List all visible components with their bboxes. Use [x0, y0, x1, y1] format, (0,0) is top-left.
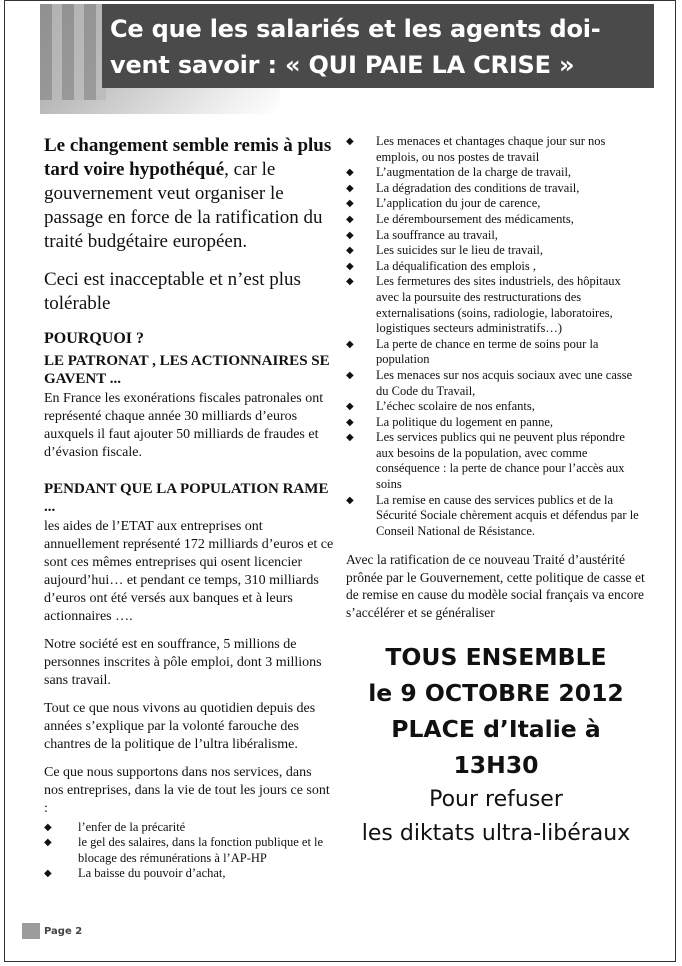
bullet-icon: ◆ [346, 369, 354, 381]
list-item: ◆ L’application du jour de carence, [346, 196, 541, 211]
list-item: ◆ La politique du logement en panne, [346, 414, 554, 429]
bullet-icon: ◆ [346, 213, 354, 225]
bullet-icon: ◆ [346, 229, 354, 241]
rally-line-3: PLACE d’Italie à [391, 715, 601, 744]
list-item: ◆ Les fermetures des sites industriels, des hôpitaux avec la poursuite des restructurations des externalisations (soins, radiologie, laboratoires, logistiques secteurs administratifs…) [346, 274, 621, 336]
list-item: ◆ La remise en cause des services publics et de la Sécurité Sociale chèrement acquis et défendus par le Conseil National de Résistance. [346, 492, 639, 538]
page-number: Page 2 [44, 925, 83, 937]
text-ratification: Avec la ratification de ce nouveau Traité d’austérité prônée par le Gouvernement, cette politique de casse et de remise en cause du modèle social français va encore s’accélérer et se généraliser [346, 552, 645, 620]
right-column [346, 134, 646, 851]
list-item: ◆ La souffrance au travail, [346, 227, 498, 242]
rally-line-6: les diktats ultra-libéraux [361, 821, 631, 847]
text-supportons: Ce que nous supportons dans nos services, dans nos entreprises, dans la vie de tout les jours ce sont : [44, 765, 330, 816]
list-item: ◆ La perte de chance en terme de soins pour la population [346, 336, 599, 367]
list-item: ◆ Les services publics qui ne peuvent plus répondre aux besoins de la population, avec comme conséquence : la perte de chance pour l’accès aux soins [346, 430, 625, 492]
bullet-icon: ◆ [346, 182, 354, 194]
list-item: ◆ Les suicides sur le lieu de travail, [346, 243, 543, 258]
list-item: ◆ La déqualification des emplois , [346, 258, 537, 273]
list-item: ◆ La baisse du pouvoir d’achat, [44, 866, 226, 881]
bullet-icon: ◆ [44, 837, 52, 849]
text-patronat: En France les exonérations fiscales patronales ont représenté chaque année 30 milliards d’euros auxquels il faut ajouter 50 milliards de fraudes et d’évasion fiscale. [44, 391, 324, 460]
lead-paragraph [44, 134, 334, 254]
bullet-icon: ◆ [346, 338, 354, 350]
bullet-icon: ◆ [346, 401, 354, 413]
left-column [44, 134, 334, 882]
bullet-icon: ◆ [44, 868, 52, 880]
title-banner [102, 4, 654, 88]
rally-line-2: le 9 OCTOBRE 2012 [368, 679, 624, 708]
decorative-stripes [40, 4, 106, 100]
page-title: Ce que les salariés et les agents doi-vent savoir : « QUI PAIE LA CRISE » [110, 15, 601, 79]
heading-pourquoi: POURQUOI ? [44, 330, 144, 347]
heading-population: PENDANT QUE LA POPULATION RAME ... [44, 481, 329, 515]
left-bullet-list [44, 820, 334, 882]
rally-line-4: 13H30 [453, 751, 539, 780]
text-population: les aides de l’ETAT aux entreprises ont annuellement représenté 172 milliards d’euros et ce sont ces mêmes entreprises qui osent licencier aujourd’hui… et pendant ce temps, 310 milliards d’euros ont été versés aux banques et à leurs actionnaires …. [44, 519, 334, 624]
lead-rest: , car le gouvernement veut organiser le passage en force de la ratification du traité budgétaire européen. [44, 159, 323, 252]
list-item: ◆ L’augmentation de la charge de travail, [346, 165, 572, 180]
bullet-icon: ◆ [346, 494, 354, 506]
list-item: ◆ Les menaces sur nos acquis sociaux avec une casse du Code du Travail, [346, 367, 633, 398]
heading-patronat: LE PATRONAT , LES ACTIONNAIRES SE GAVENT ... [44, 353, 330, 387]
bullet-icon: ◆ [346, 245, 354, 257]
lead-bold: Le changement semble remis à plus tard voire hypothéqué [44, 135, 332, 180]
rally-line-1: TOUS ENSEMBLE [385, 643, 607, 672]
bullet-icon: ◆ [346, 167, 354, 179]
list-item: ◆ le gel des salaires, dans la fonction publique et le blocage des rémunérations à l’AP-HP [44, 835, 324, 865]
page-footer [22, 922, 82, 938]
list-item: ◆ L’échec scolaire de nos enfants, [346, 399, 535, 414]
rally-line-5: Pour refuser [429, 787, 563, 813]
list-item: ◆ Le déremboursement des médicaments, [346, 211, 574, 226]
footer-square [22, 923, 40, 939]
bullet-icon: ◆ [346, 432, 354, 444]
lead-statement: Ceci est inacceptable et n’est plus tolérable [44, 269, 301, 314]
rally-headline [346, 639, 646, 783]
bullet-icon: ◆ [346, 260, 354, 272]
bullet-icon: ◆ [346, 198, 354, 210]
text-vivons: Tout ce que nous vivons au quotidien depuis des années s’explique par la volonté farouche des chantres de la politique de l’ultra libéralisme. [44, 701, 316, 752]
bullet-icon: ◆ [346, 136, 354, 147]
list-item: ◆ La dégradation des conditions de travail, [346, 180, 580, 195]
list-item: ◆ l’enfer de la précarité [44, 820, 186, 834]
rally-subline [346, 783, 646, 851]
right-bullet-list [346, 134, 646, 539]
text-societe: Notre société est en souffrance, 5 millions de personnes inscrites à pôle emploi, dont 3 millions sans travail. [44, 637, 322, 688]
bullet-icon: ◆ [346, 416, 354, 428]
bullet-icon: ◆ [44, 822, 52, 833]
bullet-icon: ◆ [346, 276, 354, 288]
list-item: ◆ Les menaces et chantages chaque jour sur nos emplois, ou nos postes de travail [346, 134, 606, 164]
